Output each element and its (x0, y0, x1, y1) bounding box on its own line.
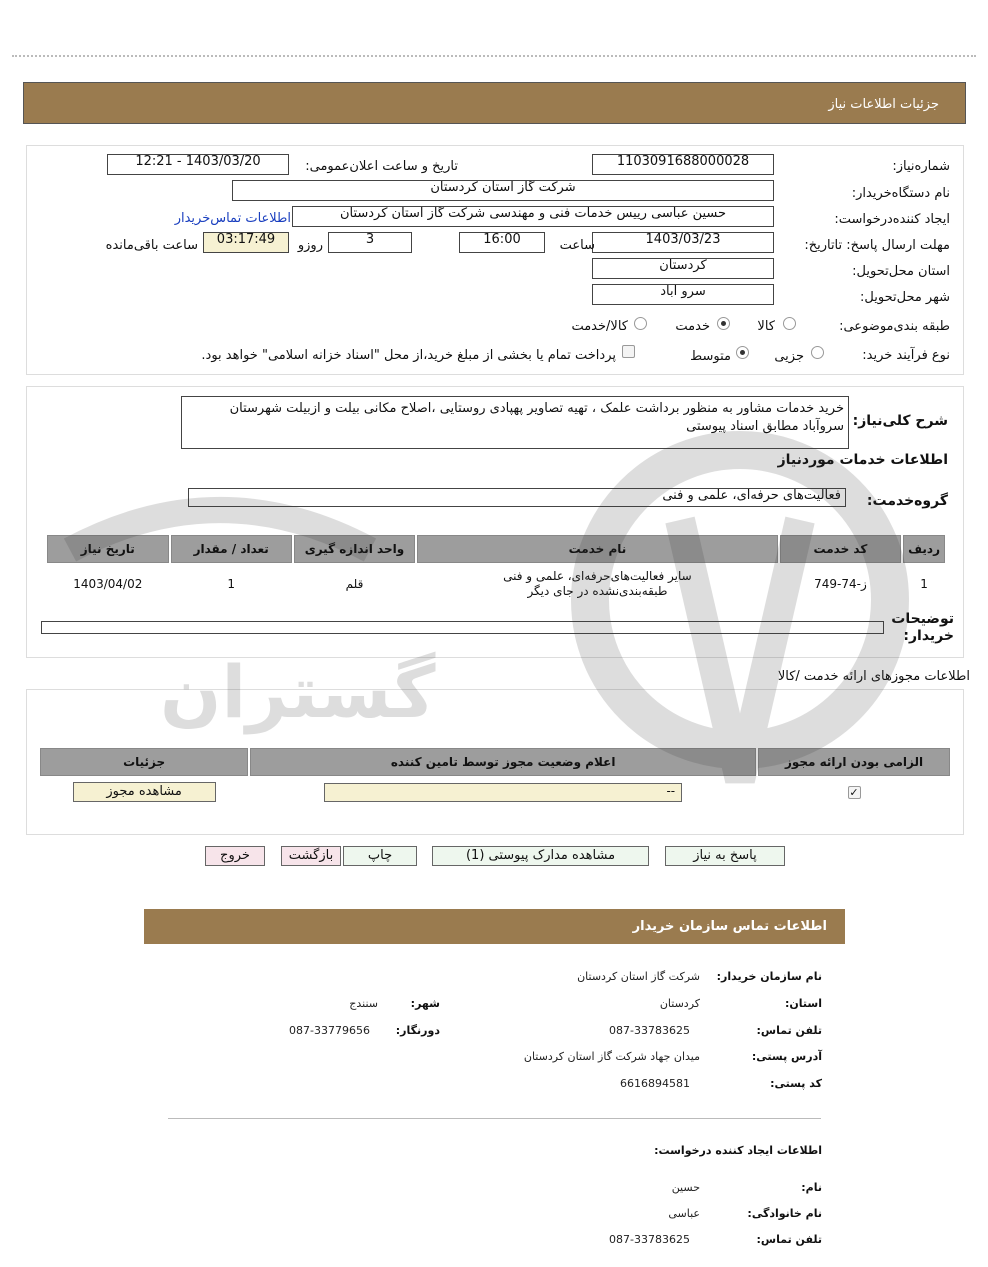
province-field: کردستان (592, 258, 774, 279)
attachments-button[interactable]: مشاهده مدارک پیوستی (1) (432, 846, 649, 866)
org-value: شرکت گاز استان کردستان (577, 970, 700, 983)
category-both-radio[interactable] (634, 317, 647, 330)
fax-label: دورنگار: (395, 1024, 440, 1037)
buyer-label: نام دستگاه‌خریدار: (851, 186, 950, 201)
process-label: نوع فرآیند خرید: (862, 348, 950, 363)
process-medium-radio[interactable] (736, 346, 749, 359)
col-permit-details: جزئیات (40, 748, 248, 776)
creator-phone-label: تلفن تماس: (756, 1233, 822, 1246)
process-medium-label: متوسط (690, 349, 731, 364)
province-label: استان محل‌تحویل: (852, 264, 950, 279)
top-divider (12, 55, 976, 57)
org-label: نام سازمان خریدار: (716, 970, 822, 983)
view-permit-button[interactable]: مشاهده مجوز (73, 782, 216, 802)
days-label: روزو (297, 238, 323, 253)
creator-info-title: اطلاعات ایجاد کننده درخواست: (654, 1144, 822, 1157)
need-number-label: شماره‌نیاز: (892, 159, 950, 174)
description-text: خرید خدمات مشاور به منظور برداشت علمک ، تهیه تصاویر پهپادی روستایی ،اصلاح مکانی بیلت و ازبیلت شهرستان سروآباد مطابق اسناد پیوستی (181, 396, 849, 449)
province-contact-value: کردستان (659, 997, 700, 1010)
need-number-field: 1103091688000028 (592, 154, 774, 175)
permits-title: اطلاعات مجوزهای ارائه خدمت /کالا (777, 669, 970, 684)
col-service-code: کد خدمت (780, 535, 901, 563)
col-permit-required: الزامی بودن ارائه مجوز (758, 748, 950, 776)
announce-field: 1403/03/20 - 12:21 (107, 154, 289, 175)
category-goods-label: کالا (757, 319, 775, 334)
category-both-label: کالا/خدمت (571, 319, 628, 334)
deadline-time-field: 16:00 (459, 232, 545, 253)
col-row: ردیف (903, 535, 945, 563)
col-need-date: تاریخ نیاز (47, 535, 169, 563)
category-service-label: خدمت (675, 319, 710, 334)
reply-button[interactable]: پاسخ به نیاز (665, 846, 785, 866)
permit-status-field[interactable]: -- (324, 783, 682, 802)
family-label: نام خانوادگی: (747, 1207, 822, 1220)
unit: قلم (294, 565, 415, 603)
description-label: شرح کلی‌نیاز: (852, 413, 948, 429)
city-contact-label: شهر: (410, 997, 440, 1010)
payment-note: پرداخت تمام یا بخشی از مبلغ خرید،از محل "اسناد خزانه اسلامی" خواهد بود. (201, 348, 616, 363)
watermark-logo-icon (560, 360, 920, 880)
service-group-field: فعالیت‌های حرفه‌ای، علمی و فنی (188, 488, 846, 507)
process-partial-label: جزیی (774, 349, 804, 364)
watermark-text: گستران (160, 650, 436, 734)
col-service-name: نام خدمت (417, 535, 778, 563)
page-header (23, 82, 966, 124)
quantity: 1 (171, 565, 292, 603)
process-partial-radio[interactable] (811, 346, 824, 359)
category-service-radio[interactable] (717, 317, 730, 330)
deadline-label: مهلت ارسال پاسخ: تاتاریخ: (804, 238, 950, 253)
name-label: نام: (801, 1181, 822, 1194)
creator-label: ایجاد کننده‌درخواست: (834, 212, 950, 227)
buyer-notes-label: توضیحات خریدار: (891, 611, 954, 644)
buyer-contact-link[interactable]: اطلاعات تماس‌خریدار (174, 211, 291, 226)
postal-value: 6616894581 (620, 1077, 690, 1090)
deadline-date-field: 1403/03/23 (592, 232, 774, 253)
name-value: حسین (671, 1181, 700, 1194)
watermark-arc-icon (60, 490, 380, 670)
need-date: 1403/04/02 (47, 565, 169, 603)
contact-title: اطلاعات تماس سازمان خریدار (632, 919, 827, 934)
announce-label: تاریخ و ساعت اعلان‌عمومی: (305, 159, 458, 174)
category-label: طبقه بندی‌موضوعی: (839, 319, 950, 334)
exit-button[interactable]: خروج (205, 846, 265, 866)
family-value: عباسی (668, 1207, 700, 1220)
city-contact-value: سنندج (349, 997, 378, 1010)
remaining-time-field: 03:17:49 (203, 232, 289, 253)
permit-required-checkbox: ✓ (849, 786, 859, 799)
service-code: ز-74-749 (780, 565, 901, 603)
back-button[interactable]: بازگشت (281, 846, 341, 866)
address-label: آدرس پستی: (751, 1050, 822, 1063)
services-title: اطلاعات خدمات مورد‌نیاز (777, 452, 948, 468)
contact-divider (168, 1118, 821, 1119)
service-name: سایر فعالیت‌های‌حرفه‌ای، علمی و فنی طبقه‌بندی‌نشده در جای دیگر (417, 565, 778, 603)
buyer-field: شرکت گاز استان کردستان (232, 180, 774, 201)
days-field: 3 (328, 232, 412, 253)
city-label: شهر محل‌تحویل: (860, 290, 950, 305)
print-button[interactable]: چاپ (343, 846, 417, 866)
category-goods-radio[interactable] (783, 317, 796, 330)
col-quantity: تعداد / مقدار (171, 535, 292, 563)
col-permit-status: اعلام وضعیت مجوز توسط تامین کننده (250, 748, 756, 776)
postal-label: کد پستی: (770, 1077, 822, 1090)
province-contact-label: استان: (785, 997, 822, 1010)
col-unit: واحد اندازه گیری (294, 535, 415, 563)
treasury-payment-checkbox[interactable] (622, 345, 635, 358)
service-group-label: گروه‌خدمت: (866, 493, 948, 509)
creator-field: حسین عباسی رییس خدمات فنی و مهندسی شرکت گاز استان کردستان (292, 206, 774, 227)
phone-label: تلفن تماس: (756, 1024, 822, 1037)
remaining-label: ساعت باقی‌مانده (105, 238, 198, 253)
hour-label: ساعت (559, 238, 595, 253)
fax-value: 087-33779656 (289, 1024, 370, 1037)
creator-phone-value: 087-33783625 (609, 1233, 690, 1246)
address-value: میدان جهاد شرکت گاز استان کردستان (523, 1050, 700, 1063)
contact-header (144, 909, 845, 944)
city-field: سرو آباد (592, 284, 774, 305)
phone-value: 087-33783625 (609, 1024, 690, 1037)
page-title: جزئیات اطلاعات نیاز (828, 97, 939, 112)
row-number: 1 (903, 565, 945, 603)
